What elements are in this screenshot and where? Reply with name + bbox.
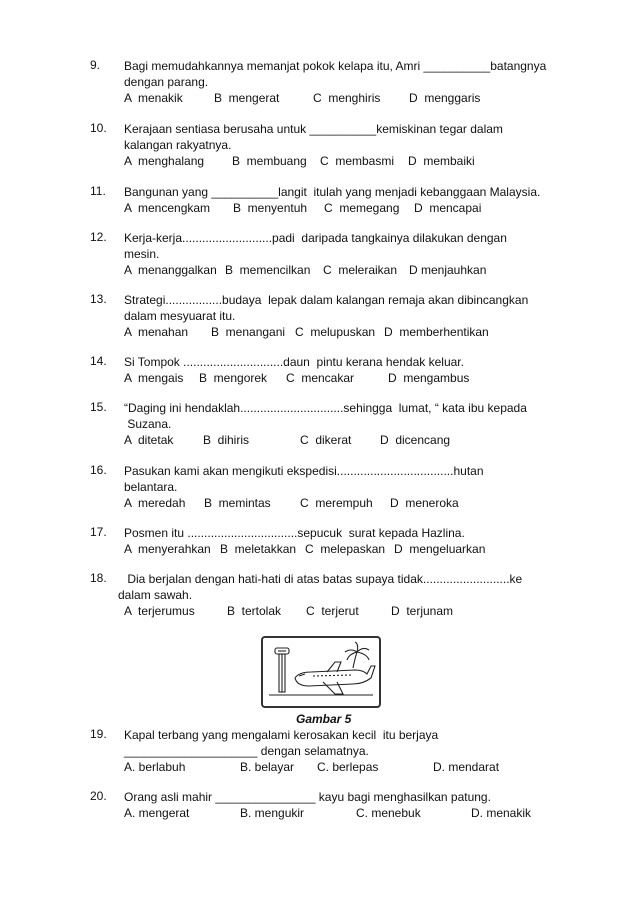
option-b: B memintas — [204, 496, 271, 510]
option-b: B tertolak — [227, 604, 282, 618]
question-number: 20. — [90, 789, 107, 803]
option-d: D mengeluarkan — [394, 542, 486, 556]
option-c: C melepaskan — [305, 542, 386, 556]
question-number: 16. — [90, 463, 107, 477]
option-a: A menakik — [124, 91, 183, 105]
question-text: ____________________ dengan selamatnya. — [124, 744, 369, 758]
options-row — [124, 262, 544, 278]
option-a: A. berlabuh — [124, 760, 186, 774]
question-text: Dia berjalan dengan hati-hati di atas batas supaya tidak..........................ke — [124, 572, 523, 586]
option-c: C mencakar — [286, 371, 355, 385]
option-b: B memencilkan — [225, 263, 311, 277]
options-row — [124, 603, 544, 619]
figure-airplane — [261, 636, 381, 708]
option-d: D membaiki — [408, 154, 475, 168]
option-c: C memegang — [324, 201, 400, 215]
option-a: A menyerahkan — [124, 542, 211, 556]
question-number: 15. — [90, 400, 107, 414]
option-d: D mengambus — [388, 371, 470, 385]
options-row — [124, 759, 584, 775]
option-b: B dihiris — [203, 433, 250, 447]
question-text: Posmen itu .................................sepucuk surat kepada Hazlina. — [124, 526, 465, 540]
option-b: B meletakkan — [220, 542, 297, 556]
options-row — [124, 805, 584, 821]
question-text: “Daging ini hendaklah...............................sehingga lumat, “ kata ibu kepada — [124, 401, 527, 415]
options-row — [124, 90, 544, 106]
question-number: 9. — [90, 58, 101, 72]
option-c: C membasmi — [320, 154, 395, 168]
option-b: B. mengukir — [240, 806, 305, 820]
option-c: C menghiris — [313, 91, 381, 105]
option-d: D dicencang — [380, 433, 451, 447]
option-c: C dikerat — [300, 433, 352, 447]
question-number: 10. — [90, 121, 107, 135]
option-a: A meredah — [124, 496, 186, 510]
option-c: C. berlepas — [317, 760, 379, 774]
question-text: mesin. — [124, 247, 160, 261]
option-b: B. belayar — [240, 760, 295, 774]
question-number: 19. — [90, 727, 107, 741]
option-b: B membuang — [232, 154, 307, 168]
question-text: Orang asli mahir _______________ kayu bagi menghasilkan patung. — [124, 790, 491, 804]
airplane-tower-illustration — [263, 638, 379, 706]
options-row — [124, 495, 544, 511]
option-c: C merempuh — [300, 496, 373, 510]
option-a: A. mengerat — [124, 806, 190, 820]
option-a: A menahan — [124, 325, 189, 339]
question-number: 14. — [90, 354, 107, 368]
option-d: D mencapai — [414, 201, 482, 215]
question-text: Kerja-kerja...........................padi daripada tangkainya dilakukan dengan — [124, 231, 507, 245]
question-text: Pasukan kami akan mengikuti ekspedisi...................................hutan — [124, 464, 484, 478]
options-row — [124, 324, 544, 340]
option-a: A menghalang — [124, 154, 205, 168]
question-text: Suzana. — [124, 417, 172, 431]
question-text: dalam sawah. — [118, 588, 193, 602]
figure-caption: Gambar 5 — [296, 712, 352, 726]
option-c: C. menebuk — [356, 806, 421, 820]
options-row — [124, 200, 544, 216]
options-row — [124, 370, 544, 386]
question-number: 11. — [90, 184, 106, 198]
option-d: D. mendarat — [433, 760, 500, 774]
option-a: A mengais — [124, 371, 184, 385]
options-row — [124, 153, 544, 169]
question-text: Kapal terbang yang mengalami kerosakan kecil itu berjaya — [124, 728, 439, 742]
question-text: belantara. — [124, 480, 178, 494]
question-text: dengan parang. — [124, 75, 209, 89]
question-text: Strategi.................budaya lepak dalam kalangan remaja akan dibincangkan — [124, 293, 529, 307]
question-text: Kerajaan sentiasa berusaha untuk __________kemiskinan tegar dalam — [124, 122, 503, 136]
question-number: 12. — [90, 230, 107, 244]
question-text: dalam mesyuarat itu. — [124, 309, 236, 323]
option-a: A menanggalkan — [124, 263, 217, 277]
option-d: D terjunam — [391, 604, 454, 618]
question-text: Si Tompok ..............................daun pintu kerana hendak keluar. — [124, 355, 464, 369]
question-text: Bagi memudahkannya memanjat pokok kelapa itu, Amri __________batangnya — [124, 59, 547, 73]
option-c: C meleraikan — [323, 263, 398, 277]
question-number: 17. — [90, 525, 107, 539]
option-b: B menyentuh — [233, 201, 308, 215]
option-c: C terjerut — [306, 604, 359, 618]
option-d: D. menakik — [471, 806, 532, 820]
option-c: C melupuskan — [295, 325, 376, 339]
option-b: B menangani — [211, 325, 286, 339]
option-a: A ditetak — [124, 433, 174, 447]
question-number: 18. — [90, 571, 107, 585]
question-number: 13. — [90, 292, 107, 306]
option-a: A mencengkam — [124, 201, 211, 215]
option-d: D menjauhkan — [409, 263, 487, 277]
option-b: B mengorek — [199, 371, 268, 385]
option-d: D menggaris — [409, 91, 481, 105]
option-d: D memberhentikan — [384, 325, 489, 339]
question-text: kalangan rakyatnya. — [124, 138, 232, 152]
options-row — [124, 432, 544, 448]
options-row — [124, 541, 544, 557]
option-a: A terjerumus — [124, 604, 195, 618]
option-d: D meneroka — [390, 496, 459, 510]
question-text: Bangunan yang __________langit itulah yang menjadi kebanggaan Malaysia. — [124, 185, 541, 199]
option-b: B mengerat — [214, 91, 280, 105]
